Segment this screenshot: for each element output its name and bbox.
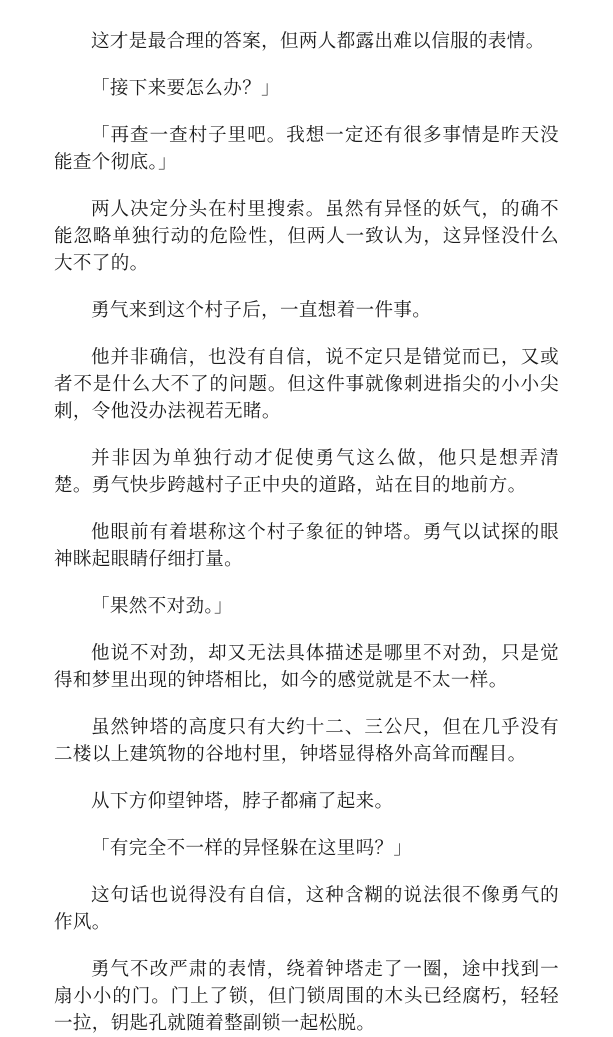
paragraph: 「有完全不一样的异怪躲在这里吗？」 bbox=[91, 838, 413, 859]
paragraph: 「再查一查村子里吧。我想一定还有很多事情是昨天没能查个彻底。」 bbox=[54, 125, 559, 173]
paragraph: 勇气不改严肃的表情，绕着钟塔走了一圈，途中找到一扇小小的门。门上了锁，但门锁周围的木头已经腐朽，轻轻一拉，钥匙孔就随着整副锁一起松脱。 bbox=[54, 959, 559, 1034]
paragraph: 这句话也说得没有自信，这种含糊的说法很不像勇气的作风。 bbox=[54, 885, 559, 933]
paragraph: 「果然不对劲。」 bbox=[91, 596, 233, 617]
paragraph: 他眼前有着堪称这个村子象征的钟塔。勇气以试探的眼神眯起眼睛仔细打量。 bbox=[54, 522, 559, 570]
paragraph: 虽然钟塔的高度只有大约十二、三公尺，但在几乎没有二楼以上建筑物的谷地村里，钟塔显得格外高耸而醒目。 bbox=[54, 717, 559, 765]
paragraph: 勇气来到这个村子后，一直想着一件事。 bbox=[91, 300, 432, 321]
paragraph: 两人决定分头在村里搜索。虽然有异怪的妖气，的确不能忽略单独行动的危险性，但两人一致认为，这异怪没什么大不了的。 bbox=[54, 199, 559, 274]
paragraph: 并非因为单独行动才促使勇气这么做，他只是想弄清楚。勇气快步跨越村子正中央的道路，站在目的地前方。 bbox=[54, 448, 559, 496]
paragraph: 这才是最合理的答案，但两人都露出难以信服的表情。 bbox=[91, 31, 545, 52]
paragraph: 「接下来要怎么办？」 bbox=[91, 78, 281, 99]
paragraph: 从下方仰望钟塔，脖子都痛了起来。 bbox=[91, 791, 394, 812]
paragraph: 他说不对劲，却又无法具体描述是哪里不对劲，只是觉得和梦里出现的钟塔相比，如今的感觉就是不太一样。 bbox=[54, 643, 559, 691]
paragraph: 他并非确信，也没有自信，说不定只是错觉而已，又或者不是什么大不了的问题。但这件事就像刺进指尖的小小尖刺，令他没办法视若无睹。 bbox=[54, 347, 559, 422]
